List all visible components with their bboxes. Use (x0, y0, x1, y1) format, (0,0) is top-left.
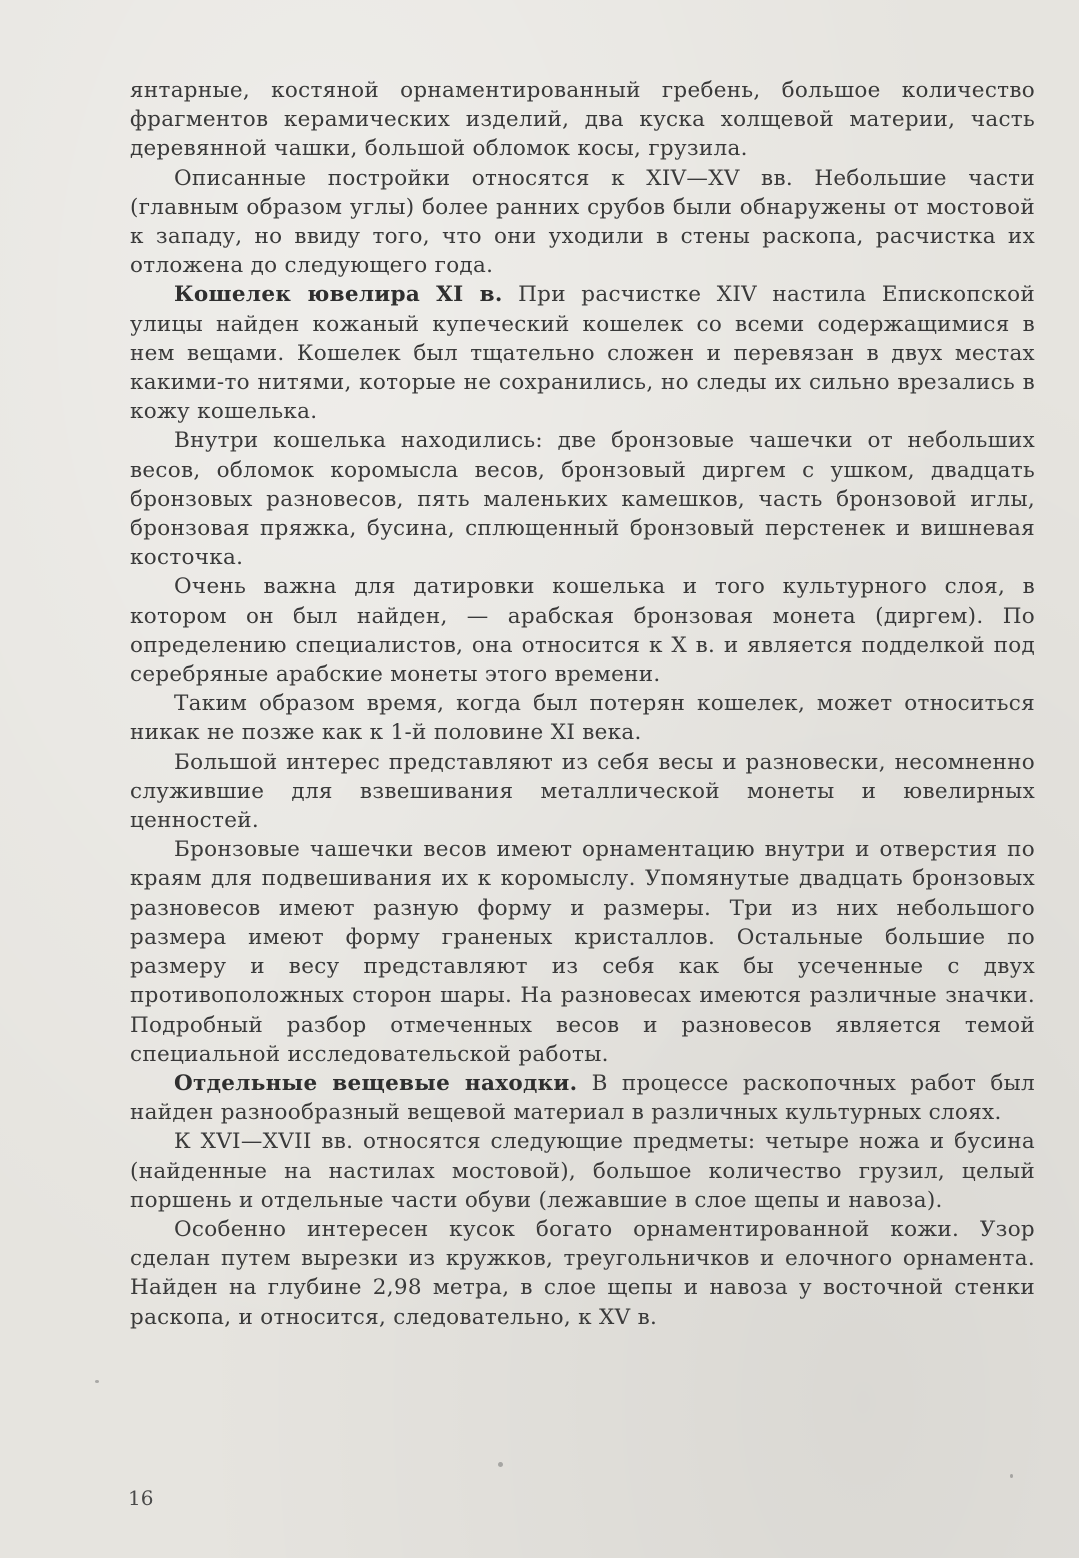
paragraph-text: Очень важна для датировки кошелька и того культурного слоя, в котором он был найден, — арабская бронзовая монета (диргем). По определению специалистов, она относится к X в. и является подделкой под серебряные арабские монеты этого времени. (130, 574, 1035, 688)
paragraph-text: Описанные постройки относятся к XIV—XV вв. Небольшие части (главным образом углы) более ранних срубов были обнаружены от мостовой к западу, но ввиду того, что они уходили в стены раскопа, расчистка их отложена до следующего года. (130, 165, 1035, 279)
paragraph-text: янтарные, костяной орнаментированный гребень, большое количество фрагментов керамических изделий, два куска холщевой материи, часть деревянной чашки, большой обломок косы, грузила. (130, 78, 1035, 162)
paragraph-11 (130, 1215, 1035, 1332)
paragraph-5 (130, 572, 1035, 689)
print-speck (95, 1380, 99, 1383)
paragraph-2 (130, 164, 1035, 281)
paragraph-9 (130, 1069, 1035, 1127)
paragraph-text: В процессе раскопочных работ был найден разнообразный вещевой материал в различных культурных слоях. (130, 1070, 1035, 1126)
paragraph-7 (130, 748, 1035, 836)
body-text (130, 76, 1035, 1332)
paragraph-6 (130, 689, 1035, 747)
paragraph-4 (130, 426, 1035, 572)
paragraph-3 (130, 280, 1035, 426)
paragraph-text: Таким образом время, когда был потерян кошелек, может относиться никак не позже как к 1-й половине XI века. (130, 691, 1035, 746)
section-heading-finds: Отдельные вещевые находки. (174, 1070, 578, 1096)
paragraph-text: Большой интерес представляют из себя весы и разновески, несомненно служившие для взвешивания металлической монеты и ювелирных ценностей. (130, 749, 1035, 834)
paragraph-text: Внутри кошелька находились: две бронзовые чашечки от небольших весов, обломок коромысла весов, бронзовый диргем с ушком, двадцать бронзовых разновесов, пять маленьких камешков, часть бронзовой иглы, бронзовая пряжка, бусина, сплющенный бронзовый перстенек и вишневая косточка. (130, 428, 1035, 571)
paragraph-text: К XVI—XVII вв. относятся следующие предметы: четыре ножа и бусина (найденные на настилах мостовой), большое количество грузил, целый поршень и отдельные части обуви (лежавшие в слое щепы и навоза). (130, 1129, 1035, 1213)
page-number: 16 (128, 1486, 154, 1510)
print-speck (498, 1462, 503, 1467)
paragraph-10 (130, 1127, 1035, 1215)
paragraph-1 (130, 76, 1035, 164)
section-heading-purse: Кошелек ювелира XI в. (174, 282, 503, 308)
print-speck (1010, 1474, 1013, 1478)
paragraph-text: Бронзовые чашечки весов имеют орнаментацию внутри и отверстия по краям для подвешивания их к коромыслу. Упомянутые двадцать бронзовых разновесов имеют разную форму и размеры. Три из них небольшого размера имеют форму граненых кристаллов. Остальные большие по размеру и весу представляют из себя как бы усеченные с двух противоположных сторон шары. На разновесах имеются различные значки. Подробный разбор отмеченных весов и разновесов является темой специальной исследовательской работы. (130, 837, 1035, 1067)
paragraph-text: Особенно интересен кусок богато орнаментированной кожи. Узор сделан путем вырезки из кружков, треугольничков и елочного орнамента. Найден на глубине 2,98 метра, в слое щепы и навоза у восточной стенки раскопа, и относится, следовательно, к XV в. (130, 1216, 1035, 1330)
paragraph-8 (130, 835, 1035, 1069)
paragraph-text: При расчистке XIV настила Епископской улицы найден кожаный купеческий кошелек со всеми содержащимися в нем вещами. Кошелек был тщательно сложен и перевязан в двух местах какими-то нитями, которые не сохранились, но следы их сильно врезались в кожу кошелька. (130, 282, 1035, 425)
